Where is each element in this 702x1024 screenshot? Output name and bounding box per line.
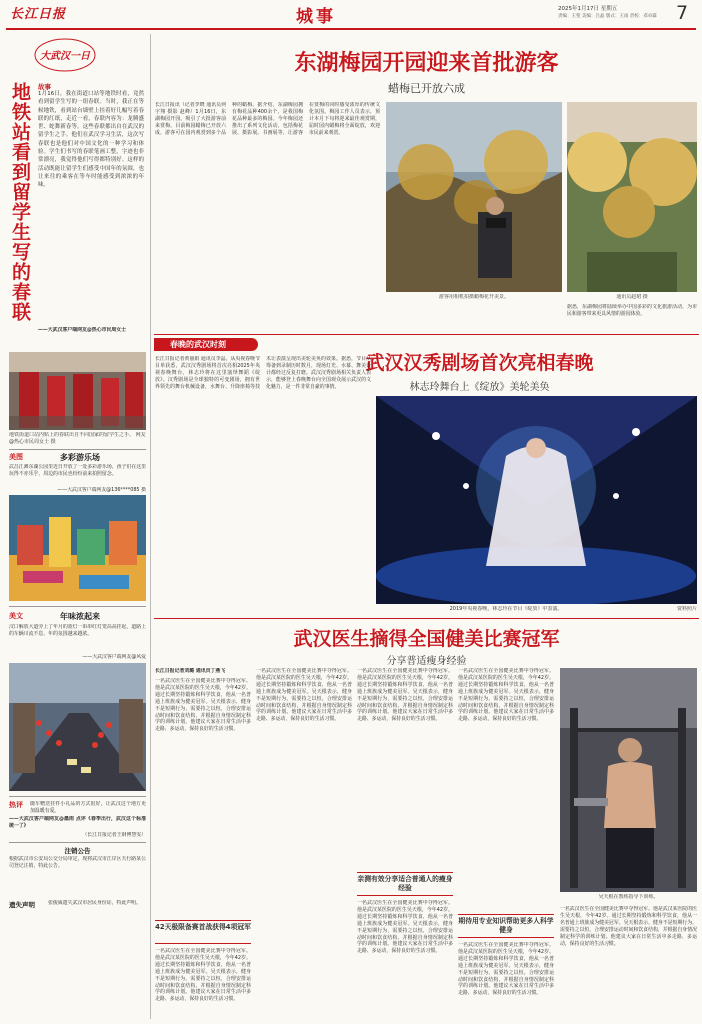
article1-photo-side [567, 102, 697, 292]
article3-body-b: 一名武汉医生在全国健美比赛中夺得冠军。他是武汉某医院的医生吴天根，今年42岁。通过长期坚持锻炼和科学饮食，他从一名普通上班族成为健美冠军。吴天根表示，健身不是短期行为，需要持之以恒，合理安排运动时间和饮食结构，并根据自身情况制定科学的训练计划。他建议大家在日常生活中多走路、多运动，保持良好的生活习惯。 [155, 948, 251, 1003]
meimei-label: 美图 [9, 453, 23, 461]
lost-body: 张俊威遗失武汉市居民身份证，特此声明。 [48, 900, 141, 906]
masthead [0, 0, 702, 26]
column-heading [32, 36, 98, 74]
article3-photo-image [560, 668, 697, 892]
article2-caption: 2019年央视春晚，林志玲在节目《绽放》中表演。 [449, 606, 563, 612]
divider-article2 [154, 334, 699, 335]
masthead-editors: 责编：王堃 美编：吕晶 版式：王雨 责校：邓卓霖 [558, 14, 657, 19]
meimei-body: 武昌江滩东湖公园里近日开放了一处多彩游乐场，孩子们在这里玩得不亦乐乎，周边的市民也纷纷前来拍照留念。 [9, 464, 146, 477]
masthead-logo: 长江日报 [10, 7, 67, 22]
meiwen-photo-image [9, 663, 146, 791]
left-column-rule [150, 34, 151, 1019]
column-photo-caption: 地铁街道口站内贴上的春联出自不同国家的留学生之手。 网友@热心市民周女士 摄 [9, 432, 146, 445]
meiwen-body: 汉口解放大道旁上了年月的蓝灯一串串红灯笼高高挂起，道路上的车辆川流不息，年的氛围越来越浓。 [9, 624, 146, 637]
article1-photo-main-image [386, 102, 562, 292]
article1-title: 东湖梅园开园迎来首批游客 [294, 51, 559, 76]
column-body: 1月16日，我在街道口站等地铁时看，竟然看到留学生写的一组春联。当时，我正在等候地铁，看到站台墙壁上挂着好几幅写着春联的红纸，走近一看，春联内容为：龙腾盛世、蛇舞新春等。这些春联都出自在武汉的留学生之手。他们在武汉学习生活，这次写春联也是他们对中国文化的一种学习和体验。学生们书写的春联笔画工整，字迹也非常漂亮，我觉得他们写得都特别好。这样的活动既能让留学生们感受中国年的氛围，也让来往的乘客在等车时能感受到浓浓的年味。 [38, 91, 144, 189]
column-title-text: 地铁站看到留学生写的春联 [9, 82, 31, 322]
article1-photo-side-image [567, 102, 697, 292]
article3-subhead-3: 期待用专业知识帮助更多人科学健身 [458, 914, 554, 938]
masthead-rule [6, 28, 696, 30]
article1-subtitle: 蜡梅已开放六成 [388, 82, 465, 95]
article3-body-h: 一名武汉医生在全国健美比赛中夺得冠军。他是武汉某医院的医生吴天根，今年42岁。通过长期坚持锻炼和科学饮食，他从一名普通上班族成为健美冠军。吴天根表示，健身不是短期行为，需要持之以恒，合理安排运动时间和饮食结构，并根据自身情况制定科学的训练计划。他建议大家在日常生活中多走路、多运动，保持良好的生活习惯。 [560, 906, 697, 947]
article3-body-c: 一名武汉医生在全国健美比赛中夺得冠军。他是武汉某医院的医生吴天根，今年42岁。通过长期坚持锻炼和科学饮食，他从一名普通上班族成为健美冠军。吴天根表示，健身不是短期行为，需要持之以恒，合理安排运动时间和饮食结构，并根据自身情况制定科学的训练计划。他建议大家在日常生活中多走路、多运动，保持良好的生活习惯。 [256, 668, 352, 723]
column-photo [9, 352, 146, 430]
article1-photo-main [386, 102, 562, 292]
article1-side-body: 据悉，东湖梅园将陆续举办中国多彩的文化旅游活动，为市民和游客带来更具风情的游园体验。 [567, 304, 697, 317]
article2-title: 武汉汉秀剧场首次亮相春晚 [365, 352, 594, 374]
meiwen-label: 美文 [9, 612, 23, 620]
article3-caption: 吴天根在教练指导下训练。 [598, 894, 659, 900]
article2-photo [376, 396, 697, 604]
article2-banner: 春晚的武汉时刻 [154, 338, 258, 351]
article3-body-d: 一名武汉医生在全国健美比赛中夺得冠军。他是武汉某医院的医生吴天根，今年42岁。通过长期坚持锻炼和科学饮食，他从一名普通上班族成为健美冠军。吴天根表示，健身不是短期行为，需要持之以恒，合理安排运动时间和饮食结构，并根据自身情况制定科学的训练计划。他建议大家在日常生活中多走路、多运动，保持良好的生活习惯。 [357, 668, 453, 723]
article3-subhead-2: 亲测有效分享适合普通人的瘦身经验 [357, 872, 453, 896]
meimei-credit: ——大武汉客户端网友@136****085 摄 [57, 487, 146, 493]
masthead-date: 2025年1月17日 星期五 [558, 6, 618, 12]
meimei-title: 多彩游乐场 [60, 453, 100, 462]
meiwen-credit: ——大武汉客户端网友@风爱 [82, 654, 146, 660]
divider-meimei [9, 449, 146, 450]
article3-title: 武汉医生摘得全国健美比赛冠军 [293, 628, 560, 650]
meimei-photo [9, 495, 146, 601]
article1-caption-credit: 通讯员赵珺 摄 [616, 294, 648, 300]
hotcomment-source: （长江日报记者王钢傅慧雯） [82, 832, 146, 838]
meiwen-photo [9, 663, 146, 791]
article1-caption-main: 游客用相机拍摄蜡梅花开美景。 [438, 294, 509, 300]
article2-subtitle: 林志玲舞台上《绽放》美轮美奂 [409, 382, 550, 393]
article3-body-f: 一名武汉医生在全国健美比赛中夺得冠军。他是武汉某医院的医生吴天根，今年42岁。通过长期坚持锻炼和科学饮食，他从一名普通上班族成为健美冠军。吴天根表示，健身不是短期行为，需要持之以恒，合理安排运动时间和饮食结构，并根据自身情况制定科学的训练计划。他建议大家在日常生活中多走路、多运动，保持良好的生活习惯。 [458, 668, 554, 723]
column-title [9, 82, 31, 344]
notice-title: 注销公告 [64, 847, 91, 855]
article2-body: 长江日报记者黄丽娟 通讯员李晶。从央视春晚节目单获悉，武汉汉秀剧场将首次亮相2025年央视春晚舞台，林志玲将在这里演绎舞蹈《绽放》。汉秀剧场是全球独特的可变剧场，拥有世界领先的舞台机械设备，水舞台、升降座椅等技术让表演呈现出美轮美奂的效果。据悉，节目从筹备到录制历时数月，现场灯光、水幕、舞美设计都经过反复打磨。武汉汉秀剧场相关负责人表示，能够登上春晚舞台向全国观众展示武汉的文化魅力，是一件非常自豪的事情。 [155, 356, 371, 390]
section-title: 城事 [296, 7, 336, 27]
article3-body-a: 一名武汉医生在全国健美比赛中夺得冠军。他是武汉某医院的医生吴天根，今年42岁。通过长期坚持锻炼和科学饮食，他从一名普通上班族成为健美冠军。吴天根表示，健身不是短期行为，需要持之以恒，合理安排运动时间和饮食结构，并根据自身情况制定科学的训练计划。他建议大家在日常生活中多走路、多运动，保持良好的生活习惯。 [155, 678, 251, 733]
hotcomment-body: 随车赠送挂件小礼品的方式很好，让武汉这个地方更加温暖有爱。 [30, 801, 146, 814]
column-heading-text: 大武汉一日 [40, 51, 90, 62]
article2-caption-credit: 资料照片 [676, 606, 697, 612]
article3-body-g: 一名武汉医生在全国健美比赛中夺得冠军。他是武汉某医院的医生吴天根，今年42岁。通过长期坚持锻炼和科学饮食，他从一名普通上班族成为健美冠军。吴天根表示，健身不是短期行为，需要持之以恒，合理安排运动时间和饮食结构，并根据自身情况制定科学的训练计划。他建议大家在日常生活中多走路、多运动，保持良好的生活习惯。 [458, 942, 554, 997]
divider-article3 [154, 618, 699, 619]
article3-subhead-1: 42天极限备赛首战获得4项冠军 [155, 920, 251, 944]
divider-notice [9, 842, 146, 843]
divider-hotcomment [9, 796, 146, 797]
meimei-photo-image [9, 495, 146, 601]
article1-body: 长江日报讯（记者李晓 通讯员何宇翔 摄影 赵峰）1月16日，东湖梅园开园，吸引了大批游客前来赏梅。目前梅园蜡梅已开放六成，游客可在园内观赏到多个品种的蜡梅。据介绍，东湖梅园拥有梅花品种400余个，是我国梅花品种最多的梅园。今年梅园还推出了系列文化活动，包括梅花展、摄影展、书画展等，让游客在赏梅的同时感受浓厚的传统文化氛围。梅园工作人员表示，预计本月下旬将迎来最佳观赏期，届时园内蜡梅将全面绽放，欢迎市民前来观赏。 [155, 102, 380, 136]
article2-photo-image [376, 396, 697, 604]
article3-byline: 长江日报记者刘璐 通讯员丁燕飞 [155, 668, 226, 674]
column-photo-image [9, 352, 146, 430]
page-number: 7 [676, 2, 689, 24]
article3-subtitle: 分享普适瘦身经验 [386, 656, 467, 667]
divider-meiwen [9, 606, 146, 607]
column-lead-label: 故事 [38, 83, 51, 91]
notice-body: 根据武汉市公安局公交分局审定，现将武汉市江岸区天行路某公司登记注销，特此公告。 [9, 856, 146, 869]
hotcomment-credit: ——大武汉客户端网友@墨雨 点评《春季出行，武汉这个标准统一了》 [9, 816, 146, 829]
article3-body-e: 一名武汉医生在全国健美比赛中夺得冠军。他是武汉某医院的医生吴天根，今年42岁。通过长期坚持锻炼和科学饮食，他从一名普通上班族成为健美冠军。吴天根表示，健身不是短期行为，需要持之以恒，合理安排运动时间和饮食结构，并根据自身情况制定科学的训练计划。他建议大家在日常生活中多走路、多运动，保持良好的生活习惯。 [357, 900, 453, 955]
hotcomment-label: 热评 [9, 801, 23, 809]
column-credit: ——大武汉客户端网友@热心市民周女士 [38, 327, 127, 333]
lost-title: 遗失声明 [9, 901, 35, 909]
meiwen-title: 年味浓起来 [60, 612, 100, 621]
article3-photo [560, 668, 697, 892]
